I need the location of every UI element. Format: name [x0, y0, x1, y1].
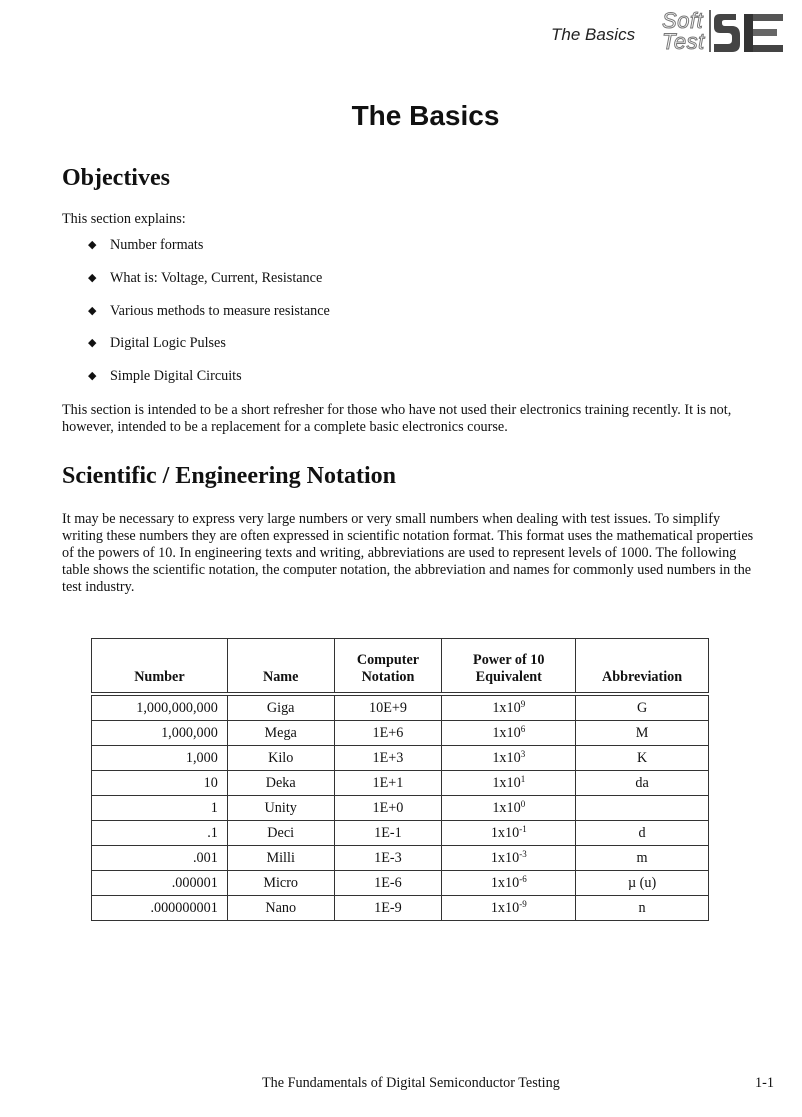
running-header-title: The Basics — [551, 25, 636, 44]
table-row — [92, 746, 709, 771]
table-header-row — [92, 639, 709, 695]
cell-number: .1 — [92, 821, 228, 846]
cell-abbreviation: d — [576, 821, 709, 846]
column-header-number: Number — [92, 639, 228, 695]
cell-computer-notation: 1E+3 — [334, 746, 442, 771]
footer-page-number: 1-1 — [755, 1075, 774, 1091]
softtest-logo — [662, 8, 784, 56]
cell-computer-notation: 1E-3 — [334, 846, 442, 871]
cell-number: 1,000 — [92, 746, 228, 771]
notation-heading: Scientific / Engineering Notation — [62, 463, 396, 489]
cell-abbreviation: n — [576, 896, 709, 921]
diamond-bullet-icon: ◆ — [88, 305, 97, 317]
cell-number: .000000001 — [92, 896, 228, 921]
diamond-bullet-icon: ◆ — [88, 370, 97, 382]
logo-word-soft: Soft — [662, 8, 704, 33]
column-header-computer-notation: Computer Notation — [334, 639, 442, 695]
cell-power-of-10: $1x10^0$ — [442, 796, 576, 821]
cell-power-of-10: $1x10^1$ — [442, 771, 576, 796]
table-row — [92, 721, 709, 746]
column-header-name: Name — [227, 639, 334, 695]
cell-name: Deci — [227, 821, 334, 846]
cell-power-of-10: $1x10^{-9}$ — [442, 896, 576, 921]
cell-computer-notation: 1E-9 — [334, 896, 442, 921]
cell-name: Mega — [227, 721, 334, 746]
notation-table — [91, 638, 709, 921]
cell-computer-notation: 1E+6 — [334, 721, 442, 746]
cell-power-of-10: $1x10^3$ — [442, 746, 576, 771]
cell-name: Giga — [227, 694, 334, 721]
cell-computer-notation: 1E-1 — [334, 821, 442, 846]
cell-name: Deka — [227, 771, 334, 796]
cell-name: Micro — [227, 871, 334, 896]
cell-computer-notation: 10E+9 — [334, 694, 442, 721]
cell-computer-notation: 1E-6 — [334, 871, 442, 896]
column-header-power-of-10: Power of 10 Equivalent — [442, 639, 576, 695]
objectives-heading: Objectives — [62, 165, 170, 191]
cell-abbreviation — [576, 796, 709, 821]
cell-number: 1 — [92, 796, 228, 821]
cell-abbreviation: µ (u) — [576, 871, 709, 896]
table-row — [92, 846, 709, 871]
cell-name: Nano — [227, 896, 334, 921]
notation-paragraph: It may be necessary to express very large numbers or very small numbers when dealing with test issues. To simplify writing these numbers they are often expressed in scientific notation format. This format uses the mathematical properties of the powers of 10. In engineering texts and writing, abbreviations are used to represent levels of 1000. The following table shows the scientific notation, the computer notation, the abbreviation and names for commonly used numbers in the test industry. — [62, 511, 754, 595]
diamond-bullet-icon: ◆ — [88, 337, 97, 349]
table-row — [92, 896, 709, 921]
cell-name: Milli — [227, 846, 334, 871]
table-row — [92, 821, 709, 846]
cell-power-of-10: $1x10^9$ — [442, 694, 576, 721]
cell-number: 1,000,000 — [92, 721, 228, 746]
table-row — [92, 871, 709, 896]
cell-power-of-10: $1x10^{-1}$ — [442, 821, 576, 846]
cell-power-of-10: $1x10^6$ — [442, 721, 576, 746]
cell-number: 1,000,000,000 — [92, 694, 228, 721]
cell-number: .001 — [92, 846, 228, 871]
table-row — [92, 694, 709, 721]
cell-abbreviation: M — [576, 721, 709, 746]
cell-abbreviation: K — [576, 746, 709, 771]
logo-word-test: Test — [662, 29, 705, 54]
cell-abbreviation: m — [576, 846, 709, 871]
logo-divider — [709, 10, 711, 52]
table-row — [92, 771, 709, 796]
cell-number: .000001 — [92, 871, 228, 896]
cell-computer-notation: 1E+1 — [334, 771, 442, 796]
page-title: The Basics — [351, 100, 500, 131]
objectives-intro: This section explains: — [62, 211, 186, 227]
objectives-closing-paragraph: This section is intended to be a short refresher for those who have not used their electronics training recently. It is not, however, intended to be a replacement for a complete basic electronics course. — [62, 402, 732, 435]
cell-power-of-10: $1x10^{-3}$ — [442, 846, 576, 871]
logo-se-mark-icon — [714, 10, 784, 54]
cell-power-of-10: $1x10^{-6}$ — [442, 871, 576, 896]
cell-name: Unity — [227, 796, 334, 821]
cell-computer-notation: 1E+0 — [334, 796, 442, 821]
cell-abbreviation: G — [576, 694, 709, 721]
footer-book-title: The Fundamentals of Digital Semiconductor Testing — [262, 1075, 560, 1091]
column-header-abbreviation: Abbreviation — [576, 639, 709, 695]
cell-abbreviation: da — [576, 771, 709, 796]
table-row — [92, 796, 709, 821]
diamond-bullet-icon: ◆ — [88, 239, 97, 251]
cell-number: 10 — [92, 771, 228, 796]
cell-name: Kilo — [227, 746, 334, 771]
diamond-bullet-icon: ◆ — [88, 272, 97, 284]
